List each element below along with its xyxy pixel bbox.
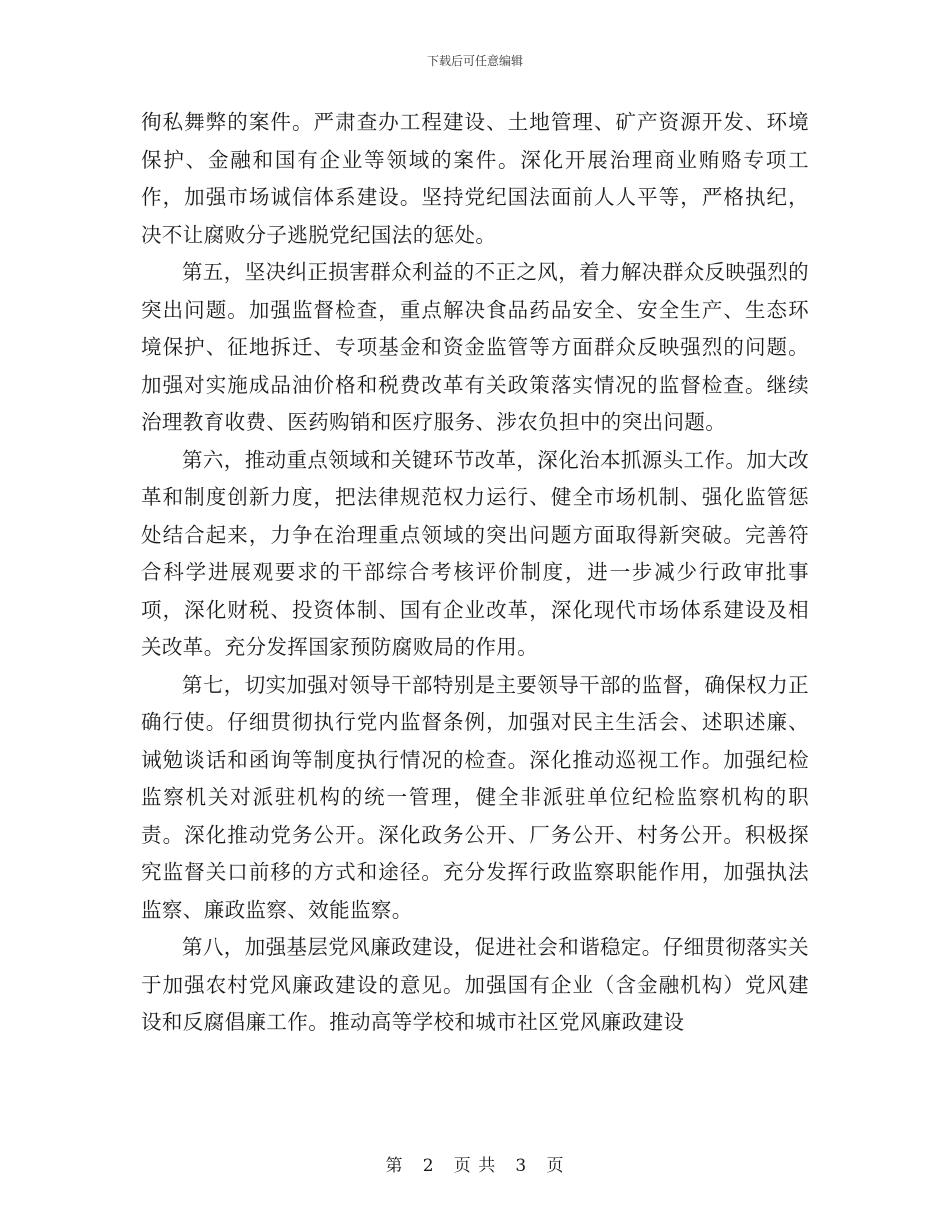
paragraph-fifth: 第五，坚决纠正损害群众利益的不正之风，着力解决群众反映强烈的突出问题。加强监督检查，重点解决食品药品安全、安全生产、生态环境保护、征地拆迁、专项基金和资金监管等方面群众反映强烈的问题。加强对实施成品油价格和税费改革有关政策落实情况的监督检查。继续治理教育收费、医药购销和医疗服务、涉农负担中的突出问题。	[141, 260, 809, 434]
page-footer	[0, 1155, 950, 1177]
page-number-middle: 页 共	[453, 1156, 497, 1176]
page-number-suffix: 页	[546, 1156, 565, 1176]
page-header	[0, 53, 950, 69]
document-body	[141, 104, 809, 1042]
paragraph-eighth: 第八，加强基层党风廉政建设，促进社会和谐稳定。仔细贯彻落实关于加强农村党风廉政建设的意见。加强国有企业（含金融机构）党风建设和反腐倡廉工作。推动高等学校和城市社区党风廉政建设	[141, 935, 809, 1034]
paragraph-sixth: 第六，推动重点领域和关键环节改革，深化治本抓源头工作。加大改革和制度创新力度，把法律规范权力运行、健全市场机制、强化监管惩处结合起来，力争在治理重点领域的突出问题方面取得新突破。完善符合科学进展观要求的干部综合考核评价制度，进一步减少行政审批事项，深化财税、投资体制、国有企业改革，深化现代市场体系建设及相关改革。充分发挥国家预防腐败局的作用。	[141, 447, 809, 659]
paragraph-continuation: 徇私舞弊的案件。严肃查办工程建设、土地管理、矿产资源开发、环境保护、金融和国有企业等领域的案件。深化开展治理商业贿赂专项工作，加强市场诚信体系建设。坚持党纪国法面前人人平等，严格执纪，决不让腐败分子逃脱党纪国法的惩处。	[141, 110, 809, 247]
paragraph-seventh: 第七，切实加强对领导干部特别是主要领导干部的监督，确保权力正确行使。仔细贯彻执行党内监督条例，加强对民主生活会、述职述廉、诫勉谈话和函询等制度执行情况的检查。深化推动巡视工作。加强纪检监察机关对派驻机构的统一管理，健全非派驻单位纪检监察机构的职责。深化推动党务公开。深化政务公开、厂务公开、村务公开。积极探究监督关口前移的方式和途径。充分发挥行政监察职能作用，加强执法监察、廉政监察、效能监察。	[141, 672, 809, 922]
page-number-prefix: 第	[385, 1156, 404, 1176]
total-pages-number: 3	[515, 1156, 528, 1176]
header-note: 下载后可任意编辑	[426, 54, 523, 68]
current-page-number: 2	[422, 1156, 435, 1176]
